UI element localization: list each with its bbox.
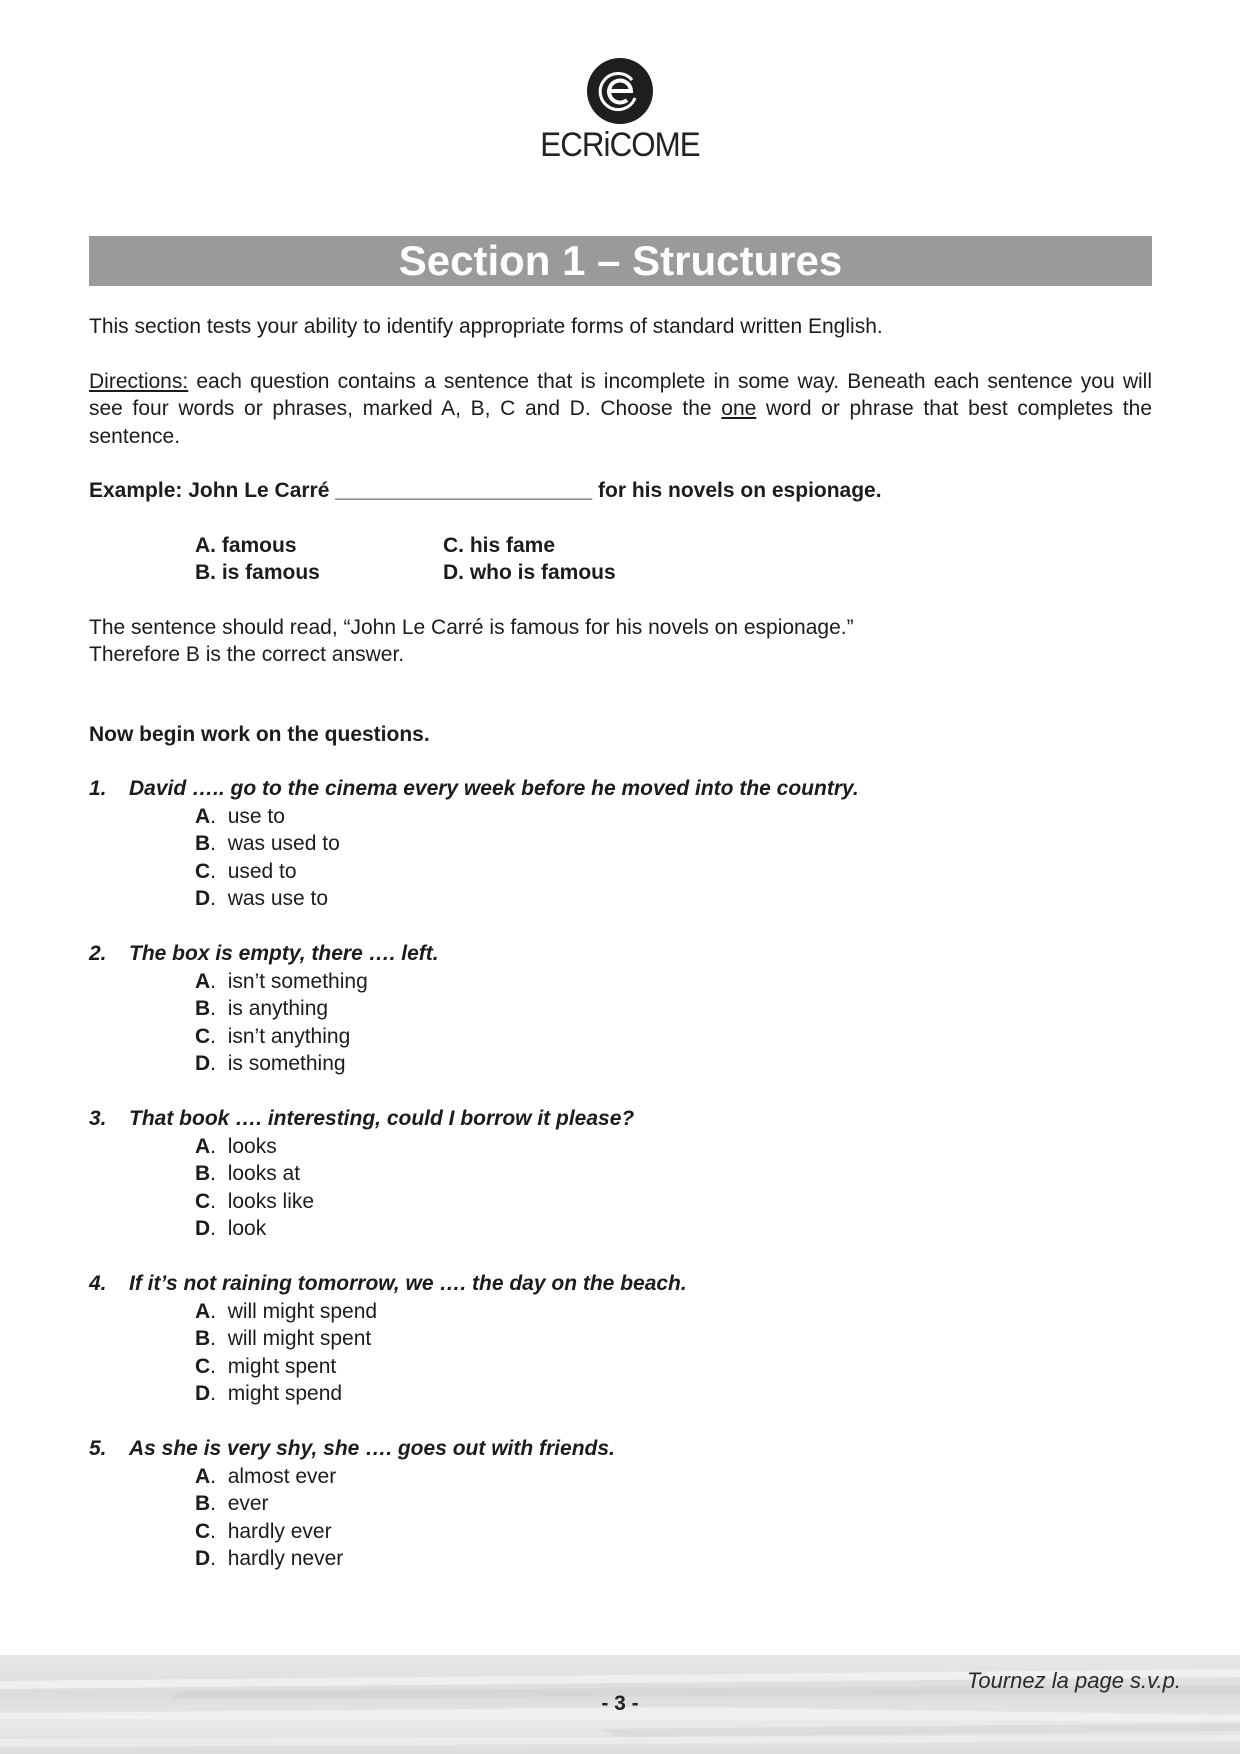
question-text: David ….. go to the cinema every week before he moved into the country. bbox=[129, 777, 859, 800]
option-text: hardly never bbox=[227, 1547, 344, 1570]
option-text: might spent bbox=[227, 1354, 337, 1378]
option-text: was use to bbox=[227, 887, 329, 910]
intro-paragraph: This section tests your ability to identify appropriate forms of standard written English. bbox=[89, 315, 883, 338]
option-letter: A bbox=[195, 969, 211, 993]
option-text: look bbox=[227, 1217, 267, 1240]
option-letter: B bbox=[195, 832, 211, 855]
turn-page-note: Tournez la page s.v.p. bbox=[966, 1668, 1181, 1693]
answer-option: D. is something bbox=[195, 1052, 346, 1075]
option-text: will might spent bbox=[227, 1327, 372, 1350]
begin-instruction: Now begin work on the questions. bbox=[89, 722, 430, 746]
option-letter: C bbox=[195, 1189, 211, 1213]
option-text: looks bbox=[227, 1134, 277, 1158]
option-letter: D bbox=[195, 1382, 211, 1405]
option-letter: A bbox=[195, 1134, 211, 1158]
page-footer bbox=[0, 1655, 1240, 1754]
answer-option: C. isn’t anything bbox=[195, 1024, 351, 1048]
option-letter: C bbox=[195, 1354, 211, 1378]
option-letter: B bbox=[195, 1492, 211, 1515]
directions-text-after: word or phrase that best completes the sentence. bbox=[89, 397, 1152, 448]
question-text: That book …. interesting, could I borrow it please? bbox=[129, 1107, 635, 1130]
answer-option: A. isn’t something bbox=[195, 969, 368, 993]
document-body bbox=[89, 313, 1152, 1573]
option-text: almost ever bbox=[227, 1464, 337, 1488]
question-stem bbox=[89, 775, 1152, 803]
answer-option: D. look bbox=[195, 1217, 267, 1240]
option-letter: C bbox=[195, 1024, 211, 1048]
option-text: used to bbox=[227, 859, 297, 883]
header-logo bbox=[0, 58, 1240, 165]
answer-option: C. hardly ever bbox=[195, 1519, 332, 1543]
answer-option: B. will might spent bbox=[195, 1327, 372, 1350]
example-option-a: A. famous bbox=[195, 533, 297, 557]
answer-option: C. used to bbox=[195, 859, 297, 883]
option-letter: A bbox=[195, 1299, 211, 1323]
option-letter: D bbox=[195, 1547, 211, 1570]
option-text: is anything bbox=[227, 997, 329, 1020]
option-letter: D bbox=[195, 1217, 211, 1240]
option-letter: A bbox=[195, 804, 211, 828]
example-option-b: B. is famous bbox=[195, 561, 320, 584]
directions-paragraph bbox=[89, 368, 1152, 451]
question-number: 2. bbox=[89, 942, 107, 965]
answer-option: A. almost ever bbox=[195, 1464, 337, 1488]
example-options bbox=[195, 532, 1152, 587]
option-text: looks at bbox=[227, 1162, 301, 1185]
answer-option: A. looks bbox=[195, 1134, 277, 1158]
question-stem bbox=[89, 1105, 1152, 1133]
option-text: was used to bbox=[227, 832, 340, 855]
directions-emphasis: one bbox=[721, 397, 757, 420]
answer-option: D. was use to bbox=[195, 887, 329, 910]
option-letter: C bbox=[195, 1519, 211, 1543]
question-stem bbox=[89, 1270, 1152, 1298]
section-title: Section 1 – Structures bbox=[89, 236, 1152, 286]
logo-text: ECRiCOME bbox=[540, 126, 700, 164]
question-list bbox=[89, 775, 1152, 1573]
example-option-d: D. who is famous bbox=[443, 561, 616, 584]
question-text: As she is very shy, she …. goes out with friends. bbox=[129, 1437, 615, 1460]
option-text: hardly ever bbox=[227, 1519, 332, 1543]
answer-option: C. looks like bbox=[195, 1189, 315, 1213]
example-explanation: The sentence should read, “John Le Carré is famous for his novels on espionage.” bbox=[89, 615, 854, 639]
answer-option: B. looks at bbox=[195, 1162, 301, 1185]
question-text: If it’s not raining tomorrow, we …. the day on the beach. bbox=[129, 1272, 687, 1295]
question-stem bbox=[89, 940, 1152, 968]
question-4 bbox=[89, 1270, 1152, 1408]
question-1 bbox=[89, 775, 1152, 913]
question-5 bbox=[89, 1435, 1152, 1573]
example-answer: Therefore B is the correct answer. bbox=[89, 643, 405, 666]
question-number: 5. bbox=[89, 1437, 107, 1460]
answer-option: D. might spend bbox=[195, 1382, 343, 1405]
answer-option: D. hardly never bbox=[195, 1547, 344, 1570]
question-number: 4. bbox=[89, 1272, 107, 1295]
directions-text-before: each question contains a sentence that is incomplete in some way. Beneath each sentence you will see four words or phrases, marked A, B, C and D. Choose the bbox=[89, 369, 1152, 420]
option-text: ever bbox=[227, 1492, 269, 1515]
option-letter: B bbox=[195, 1327, 211, 1350]
option-letter: C bbox=[195, 859, 211, 883]
answer-option: A. will might spend bbox=[195, 1299, 378, 1323]
option-text: is something bbox=[227, 1052, 346, 1075]
question-number: 1. bbox=[89, 777, 107, 800]
answer-option: C. might spent bbox=[195, 1354, 337, 1378]
question-number: 3. bbox=[89, 1107, 107, 1130]
option-text: looks like bbox=[227, 1189, 315, 1213]
question-stem bbox=[89, 1435, 1152, 1463]
answer-option: A. use to bbox=[195, 804, 285, 828]
option-letter: D bbox=[195, 1052, 211, 1075]
option-text: might spend bbox=[227, 1382, 343, 1405]
question-3 bbox=[89, 1105, 1152, 1243]
option-text: will might spend bbox=[227, 1299, 378, 1323]
option-letter: A bbox=[195, 1464, 211, 1488]
directions-label: Directions: bbox=[89, 369, 189, 393]
question-2 bbox=[89, 940, 1152, 1078]
answer-option: B. was used to bbox=[195, 832, 340, 855]
answer-option: B. is anything bbox=[195, 997, 329, 1020]
example-sentence: Example: John Le Carré ______________________ for his novels on espionage. bbox=[89, 479, 882, 502]
option-text: isn’t something bbox=[227, 969, 368, 993]
ecricome-e-logo-icon bbox=[587, 58, 653, 124]
option-letter: D bbox=[195, 887, 211, 910]
page-number: - 3 - bbox=[601, 1692, 639, 1715]
answer-option: B. ever bbox=[195, 1492, 269, 1515]
option-letter: B bbox=[195, 997, 211, 1020]
question-text: The box is empty, there …. left. bbox=[129, 942, 439, 965]
option-text: isn’t anything bbox=[227, 1024, 351, 1048]
example-option-c: C. his fame bbox=[443, 533, 556, 557]
option-letter: B bbox=[195, 1162, 211, 1185]
option-text: use to bbox=[227, 804, 285, 828]
